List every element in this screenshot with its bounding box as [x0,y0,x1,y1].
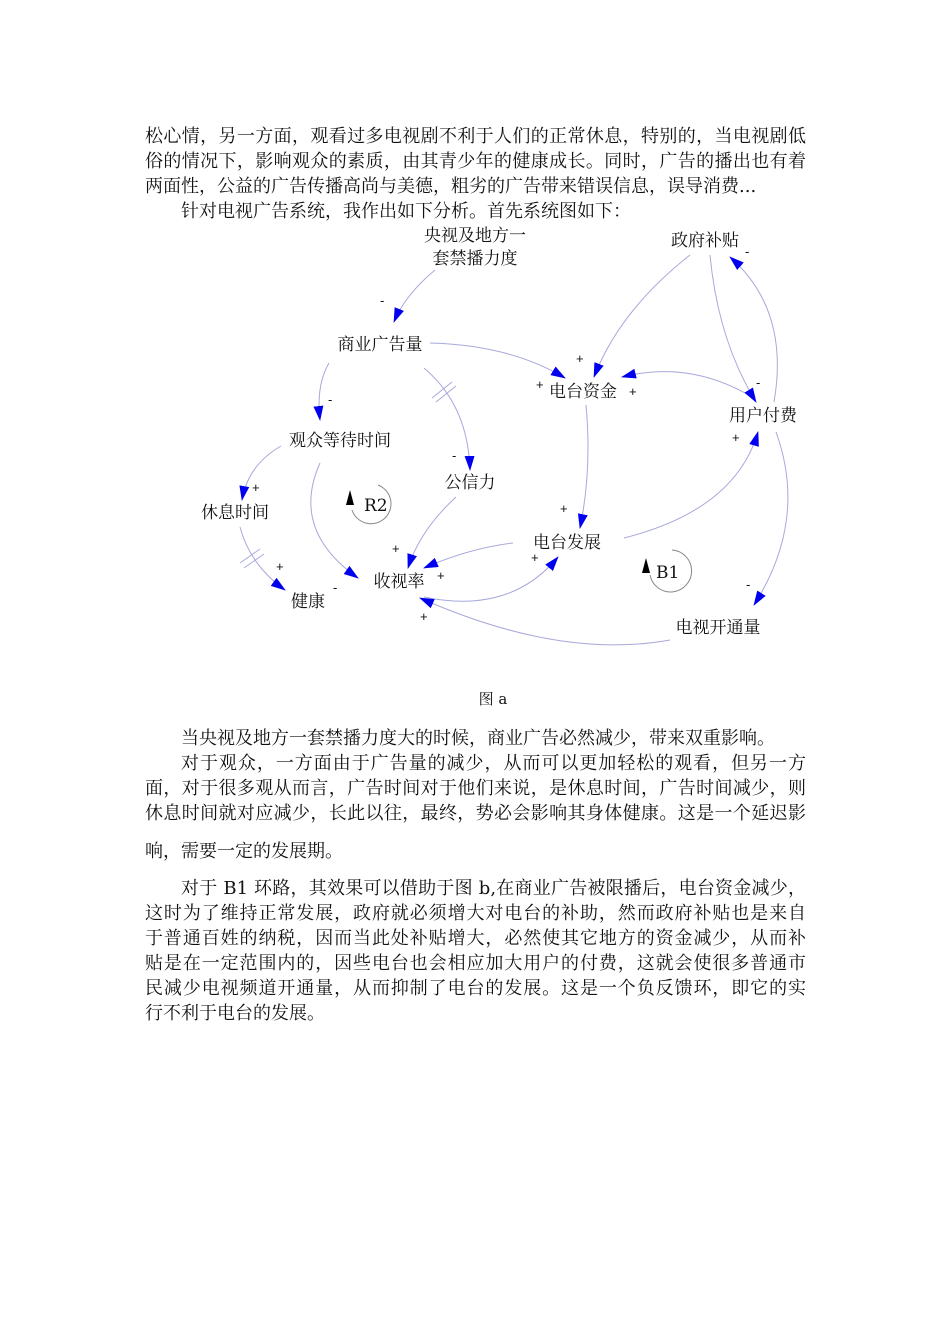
edge-subsidy-to-funds [594,255,690,377]
edge-funds-to-dev [580,405,588,528]
edge-subscriptions-to-ratings [420,598,670,645]
edge-fee-to-funds [622,372,752,397]
loop-label-b1: B1 [656,563,680,583]
nodes [201,226,798,638]
loop-r2 [346,485,391,524]
text-line: 当央视及地方一套禁播力度大的时候，商业广告必然减少，带来双重影响。 [181,728,775,749]
node-station-dev: 电台发展 [533,533,601,553]
edge-dev-to-fee [624,432,758,538]
sign: + [732,430,740,445]
node-ratings: 收视率 [373,572,425,592]
loop-label-r2: R2 [364,496,388,516]
arrow-up-icon [642,558,650,573]
node-health: 健康 [291,592,325,612]
arrow-up-icon [346,490,354,505]
node-tv-subscriptions: 电视开通量 [675,618,761,638]
sign: + [252,480,260,495]
sign: - [756,375,761,390]
node-commercial-ads: 商业广告量 [337,335,423,355]
text-line: 针对电视广告系统，我作出如下分析。首先系统图如下： [181,201,631,222]
edge-wait-to-rest [242,446,281,500]
sign: + [420,609,428,624]
delay-mark [432,382,456,402]
figure-caption: 图 a [478,690,508,708]
sign: + [276,559,284,574]
sign: - [745,244,750,259]
text-line: 这时为了维持正常发展，政府就必须增大对电台的补助，然而政府补贴也是来自 [145,903,806,924]
node-ban-intensity-line2: 套禁播力度 [432,249,518,269]
edge-fee-to-subscriptions [754,432,788,605]
sign: - [328,392,333,407]
text-line: 民减少电视频道开通量，从而抑制了电台的发展。这是一个负反馈环，即它的实 [145,978,806,999]
delay-mark [240,549,264,568]
node-credibility: 公信力 [444,473,496,493]
text-line: 对于观众，一方面由于广告量的减少，从而可以更加轻松的观看，但另一方 [181,753,806,774]
sign: + [536,377,544,392]
sign: + [629,384,637,399]
edge-dev-to-ratings [424,543,513,568]
sign: - [380,293,385,308]
text-line: 面，对于很多观从而言，广告时间对于他们来说，是休息时间，广告时间减少，则 [145,778,806,799]
sign: + [531,550,539,565]
text-line: 响，需要一定的发展期。 [145,841,343,862]
text-line: 俗的情况下，影响观众的素质，由其青少年的健康成长。同时，广告的播出也有着 [145,151,806,172]
text-line: 两面性，公益的广告传播高尚与美德，粗劣的广告带来错误信息，误导消费... [145,176,757,197]
sign: + [576,351,584,366]
node-user-fee: 用户付费 [729,406,797,426]
loop-b1 [642,550,692,592]
sign: - [333,580,338,595]
node-wait-time: 观众等待时间 [289,431,391,451]
edge-credibility-to-ratings [408,497,456,568]
sign: - [746,577,751,592]
sign: + [437,568,445,583]
sign: + [392,541,400,556]
edge-ads-to-credibility [424,368,470,470]
edge-wait-to-ratings [311,463,358,578]
text-line: 休息时间就对应减少，长此以往，最终，势必会影响其身体健康。这是一个延迟影 [145,803,806,824]
node-rest-time: 休息时间 [201,503,269,523]
node-station-funds: 电台资金 [549,382,617,402]
sign: + [560,501,568,516]
text-line: 松心情，另一方面，观看过多电视剧不利于人们的正常休息，特别的，当电视剧低 [145,126,806,147]
text-line: 于普通百姓的纳税，因而当此处补贴增大，必然使其它地方的资金减少，从而补 [145,928,806,949]
text-line: 对于 B1 环路，其效果可以借助于图 b,在商业广告被限播后，电台资金减少， [181,878,806,899]
text-line: 贴是在一定范围内的，因些电台也会相应加大用户的付费，这就会使很多普通市 [145,953,806,974]
node-gov-subsidy: 政府补贴 [671,231,739,251]
sign: - [452,448,457,463]
edge-ban-to-ads [394,270,435,322]
edge-fee-to-subsidy [730,257,777,402]
text-line: 行不利于电台的发展。 [145,1003,325,1024]
node-ban-intensity: 央视及地方一 [424,226,526,246]
edge-ads-to-funds [430,343,565,378]
